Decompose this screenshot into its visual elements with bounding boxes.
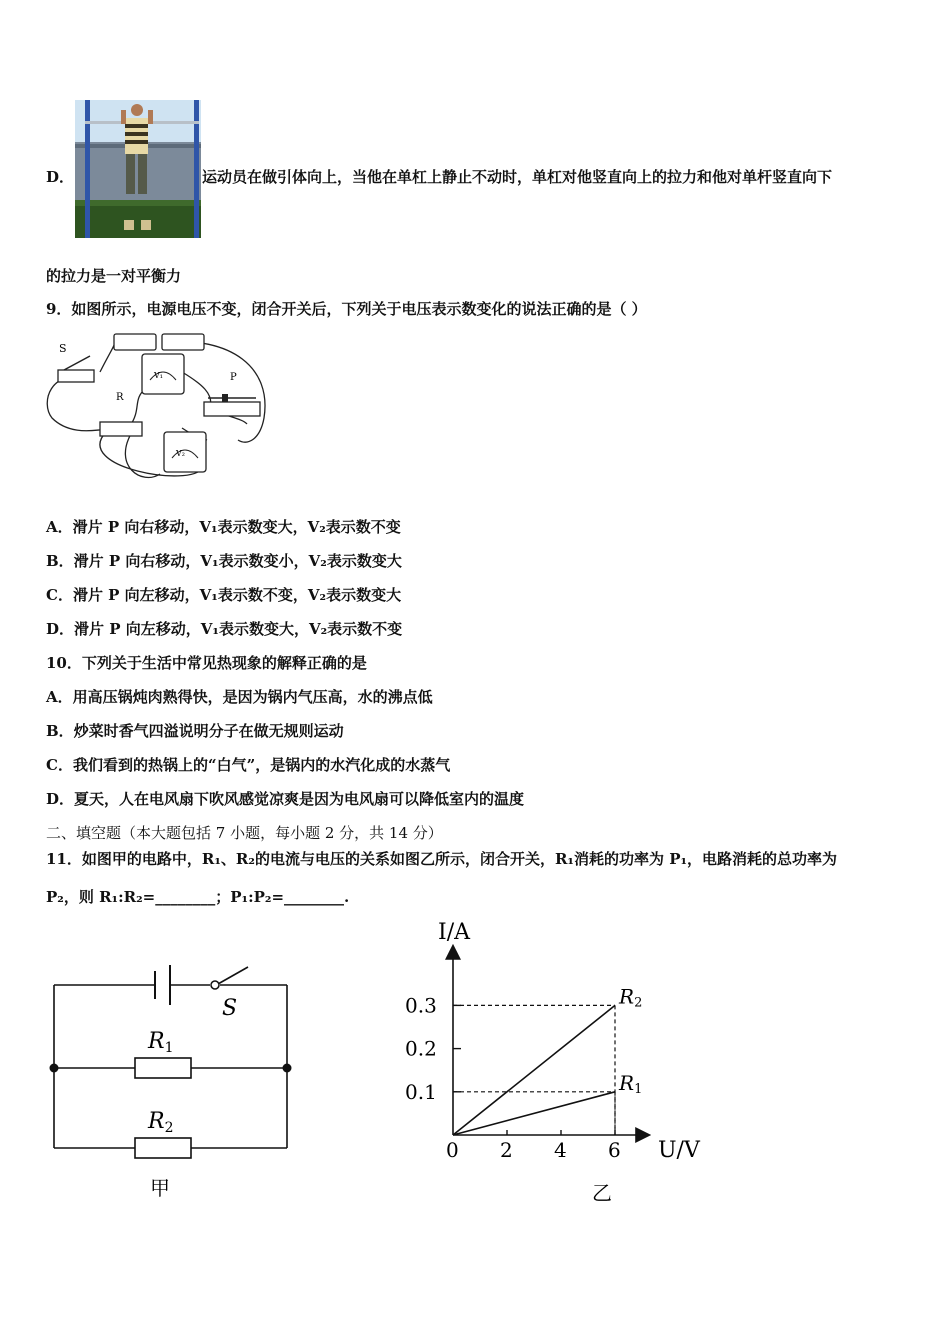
q11-stem: 11．如图甲的电路中，R₁、R₂的电流与电压的关系如图乙所示，闭合开关，R₁消耗的功率为 P₁，电路消耗的总功率为 (46, 850, 838, 868)
iu-graph-yi (390, 912, 720, 1216)
y-tick-label: 0.3 (405, 993, 437, 1018)
y-axis-label: I/A (438, 920, 470, 945)
q9-circuit-figure (42, 328, 278, 484)
q11-stem-blanks: P₂，则 R₁:R₂=________；P₁:P₂=________. (46, 888, 350, 906)
switch-s-label: S (222, 996, 238, 1021)
q10-option-c[interactable]: C．我们看到的热锅上的“白气”，是锅内的水汽化成的水蒸气 (46, 756, 451, 774)
series-line-2 (453, 1005, 615, 1135)
switch-label: S (59, 342, 67, 355)
q10-option-a[interactable]: A．用高压锅炖肉熟得快，是因为锅内气压高，水的沸点低 (46, 688, 433, 706)
x-tick-label: 2 (500, 1138, 513, 1162)
r1-label: R1 (148, 1029, 174, 1056)
x-tick-label: 4 (554, 1138, 567, 1162)
series-label-2: R2 (619, 984, 643, 1011)
q10-option-b[interactable]: B．炒菜时香气四溢说明分子在做无规则运动 (46, 722, 344, 740)
q9-option-d[interactable]: D．滑片 P 向左移动，V₁表示数变大，V₂表示数不变 (46, 620, 403, 638)
caption-jia: 甲 (150, 1176, 170, 1200)
voltmeter-v2-label: V₂ (176, 449, 185, 458)
q10-option-d[interactable]: D．夏天，人在电风扇下吹风感觉凉爽是因为电风扇可以降低室内的温度 (46, 790, 525, 808)
r2-label: R2 (148, 1109, 174, 1136)
q10-stem: 10．下列关于生活中常见热现象的解释正确的是 (46, 654, 367, 672)
series-label-1: R1 (619, 1070, 643, 1097)
x-tick-label: 0 (446, 1138, 459, 1162)
q9-option-b[interactable]: B．滑片 P 向右移动，V₁表示数变小，V₂表示数变大 (46, 552, 402, 570)
q9-stem: 9．如图所示，电源电压不变，闭合开关后，下列关于电压表示数变化的说法正确的是（ ） (46, 300, 647, 318)
q8-option-d-text-continued: 的拉力是一对平衡力 (46, 267, 182, 285)
x-tick-label: 6 (608, 1138, 621, 1162)
caption-yi: 乙 (592, 1181, 612, 1205)
q9-option-a[interactable]: A．滑片 P 向右移动，V₁表示数变大，V₂表示数不变 (46, 518, 401, 536)
voltmeter-v1-label: V₁ (154, 371, 163, 380)
q8-option-d-text: 运动员在做引体向上，当他在单杠上静止不动时，单杠对他竖直向上的拉力和他对单杆竖直向下 (202, 168, 833, 186)
x-axis-label: U/V (658, 1138, 700, 1163)
q9-option-c[interactable]: C．滑片 P 向左移动，V₁表示数不变，V₂表示数变大 (46, 586, 402, 604)
resistor-label: R (116, 392, 124, 403)
slider-label: P (230, 372, 237, 383)
section-heading: 二、填空题（本大题包括 7 小题，每小题 2 分，共 14 分） (46, 824, 443, 842)
y-tick-label: 0.1 (405, 1079, 437, 1104)
circuit-diagram-jia (40, 955, 310, 1209)
series-line-1 (453, 1092, 615, 1135)
y-tick-label: 0.2 (405, 1036, 437, 1061)
pull-up-photo (75, 100, 201, 238)
q8-option-d-label: D． (46, 168, 75, 186)
